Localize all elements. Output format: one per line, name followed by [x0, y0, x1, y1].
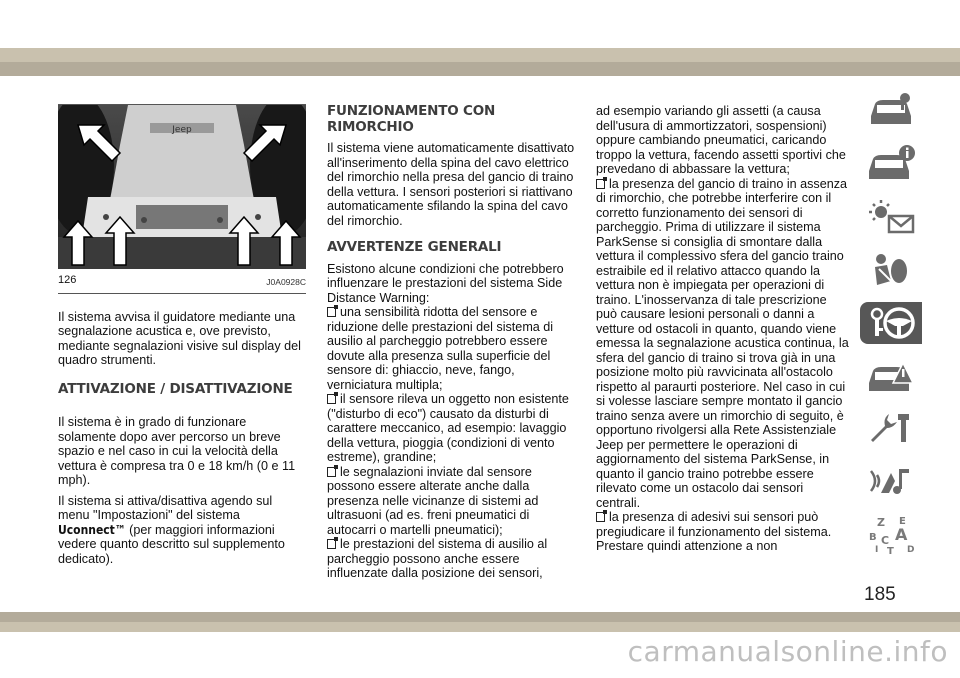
service-tools-icon — [865, 410, 917, 448]
rear-sensors-figure — [58, 104, 306, 269]
continued-paragraph: ad esempio variando gli assetti (a causa dell'usura di ammortizzatori, sospensioni) oppure cambiando pneumatici, caricando troppo la vettura, facendo assetti sportivi che prevedano di abbassare la vettura; — [596, 104, 846, 176]
car-key-icon — [865, 92, 917, 130]
car-emergency-icon — [865, 357, 917, 395]
bullet-icon — [596, 179, 605, 189]
tab-car-info[interactable] — [860, 143, 922, 185]
tab-multimedia[interactable] — [860, 461, 922, 503]
trailer-paragraph: Il sistema viene automaticamente disattivato all'inserimento della spina del cavo elettrico del rimorchio nella presa del gancio di traino della vettura. I sensori posteriori si riattivano automaticamente sfilando la spina del cavo del rimorchio. — [327, 141, 575, 228]
header-band — [0, 0, 960, 78]
svg-text:Jeep: Jeep — [172, 125, 192, 135]
tab-index[interactable] — [860, 514, 922, 556]
bullet-text: le segnalazioni inviate dal sensore possono essere alterate anche dalla presenza nelle vicinanze di sistemi ad ultrasuoni (ad es. freni pneumatici di autocarri o martelli pneumatici); — [327, 464, 539, 537]
section-heading-warnings: AVVERTENZE GENERALI — [327, 239, 502, 255]
activation-paragraph-1: Il sistema è in grado di funzionare solamente dopo aver percorso un breve spazio e nel caso in cui la velocità della vettura è compresa tra 0 e 18 km/h (0 e 11 mph). — [58, 415, 296, 487]
column-2 — [327, 104, 575, 581]
bullet-text: una sensibilità ridotta del sensore e riduzione delle prestazioni del sistema di ausilio al parcheggio potrebbero essere dovute alla presenza sulla superficie del sensore di: ghiaccio, neve, fango, verniciatura multipla; — [327, 305, 554, 392]
activation-text-b: (per maggiori informazioni vedere quanto descritto sul supplemento dedicato). — [58, 522, 285, 566]
intro-paragraph: Il sistema avvisa il guidatore mediante una segnalazione acustica e, ove previsto, mediante segnalazioni visive sul display del quadro strumenti. — [58, 309, 301, 367]
bullet-icon — [327, 467, 336, 477]
index-letter-a: A — [895, 525, 908, 544]
car-info-icon — [865, 145, 917, 183]
column-1 — [58, 104, 306, 566]
bullet-icon — [327, 394, 336, 404]
page-number: 185 — [864, 584, 896, 605]
bullet-text: la presenza del gancio di traino in assenza di rimorchio, che potrebbe interferire con il corretto funzionamento dei sensori di parcheggio. Prima di utilizzare il sistema ParkSense si consiglia di smontare dalla vettura il complessivo sfera del gancio traino estraibile ed il relativo attacco quando la vettura non è impiegata per operazioni di traino. L'inosservanza di tale prescrizione può causare lesioni personali o danni a vetture od ostacoli in quanto, quando viene emessa la segnalazione acustica continua, la sfera del gancio di traino si trova già in una posizione molto più ravvicinata all'ostacolo rispetto al paraurti posteriore. Nel caso in cui si volesse lasciare sempre montato il gancio traino senza avere un rimorchio di seguito, è opportuno rivolgersi alla Rete Assistenziale Jeep per permettere le operazioni di aggiornamento del sistema ParkSense, in quanto il gancio traino potrebbe essere rilevato come un ostacolo dai sensori centrali. — [596, 176, 849, 510]
index-letter-t: T — [887, 546, 894, 556]
bullet-item — [327, 465, 575, 538]
bullet-item — [327, 392, 575, 465]
multimedia-icon — [865, 463, 917, 501]
warning-lights-icon — [865, 198, 917, 236]
bullet-text: le prestazioni del sistema di ausilio al parcheggio possono anche essere influenzate dalla posizione dei sensori, — [327, 537, 548, 580]
activation-paragraph-2 — [58, 494, 306, 567]
tab-starting-driving[interactable] — [860, 302, 922, 344]
figure-caption — [58, 273, 306, 294]
bullet-text: il sensore rileva un oggetto non esistente ("disturbo di eco") causato da disturbi di carattere meccanico, ad esempio: lavaggio della vettura, pioggia (condizioni di vento estreme), grandine; — [327, 392, 569, 464]
header-stripe-dark — [0, 62, 960, 76]
footer-stripe-light — [0, 622, 960, 632]
warnings-intro: Esistono alcune condizioni che potrebbero influenzare le prestazioni del sistema Side Distance Warning: — [327, 261, 564, 305]
index-letters-icon — [865, 514, 917, 556]
section-heading-trailer: FUNZIONAMENTO CON RIMORCHIO — [327, 103, 496, 135]
airbag-safety-icon — [865, 251, 917, 289]
activation-text-a: Il sistema si attiva/disattiva agendo sul menu "Impostazioni" del sistema — [58, 493, 273, 522]
figure-code: J0A0928C — [266, 277, 306, 287]
section-heading-activation: ATTIVAZIONE / DISATTIVAZIONE — [58, 380, 293, 397]
footer-stripe-dark — [0, 612, 960, 622]
bullet-item — [596, 177, 850, 511]
index-letter-b: B — [869, 532, 877, 543]
bullet-text: la presenza di adesivi sui sensori può pregiudicare il funzionamento del sistema. Prestare quindi attenzione a non — [596, 510, 832, 553]
index-letter-i: I — [875, 545, 879, 555]
bullet-item — [596, 510, 850, 554]
index-letter-z: Z — [877, 516, 885, 529]
index-letter-d: D — [907, 545, 915, 555]
bullet-item — [327, 305, 575, 392]
figure-number: 126 — [58, 274, 77, 286]
tab-car-key[interactable] — [860, 90, 922, 132]
tab-service[interactable] — [860, 408, 922, 450]
tab-warning-lights[interactable] — [860, 196, 922, 238]
index-letter-e: E — [899, 516, 906, 527]
footer-band — [0, 612, 960, 678]
header-stripe-light — [0, 48, 960, 62]
rear-bumper-sensors-image — [58, 105, 306, 269]
watermark-text: carmanualsonline.info — [627, 635, 948, 668]
chapter-tabs — [860, 90, 922, 567]
tab-airbag-safety[interactable] — [860, 249, 922, 291]
bullet-icon — [596, 512, 605, 522]
tab-emergency[interactable] — [860, 355, 922, 397]
steering-key-icon — [865, 304, 917, 342]
bullet-icon — [327, 539, 336, 549]
bullet-item — [327, 537, 575, 581]
uconnect-brand: Uconnect™ — [58, 522, 126, 537]
bullet-icon — [327, 307, 336, 317]
column-3 — [596, 104, 850, 554]
index-letter-c: C — [881, 534, 890, 547]
